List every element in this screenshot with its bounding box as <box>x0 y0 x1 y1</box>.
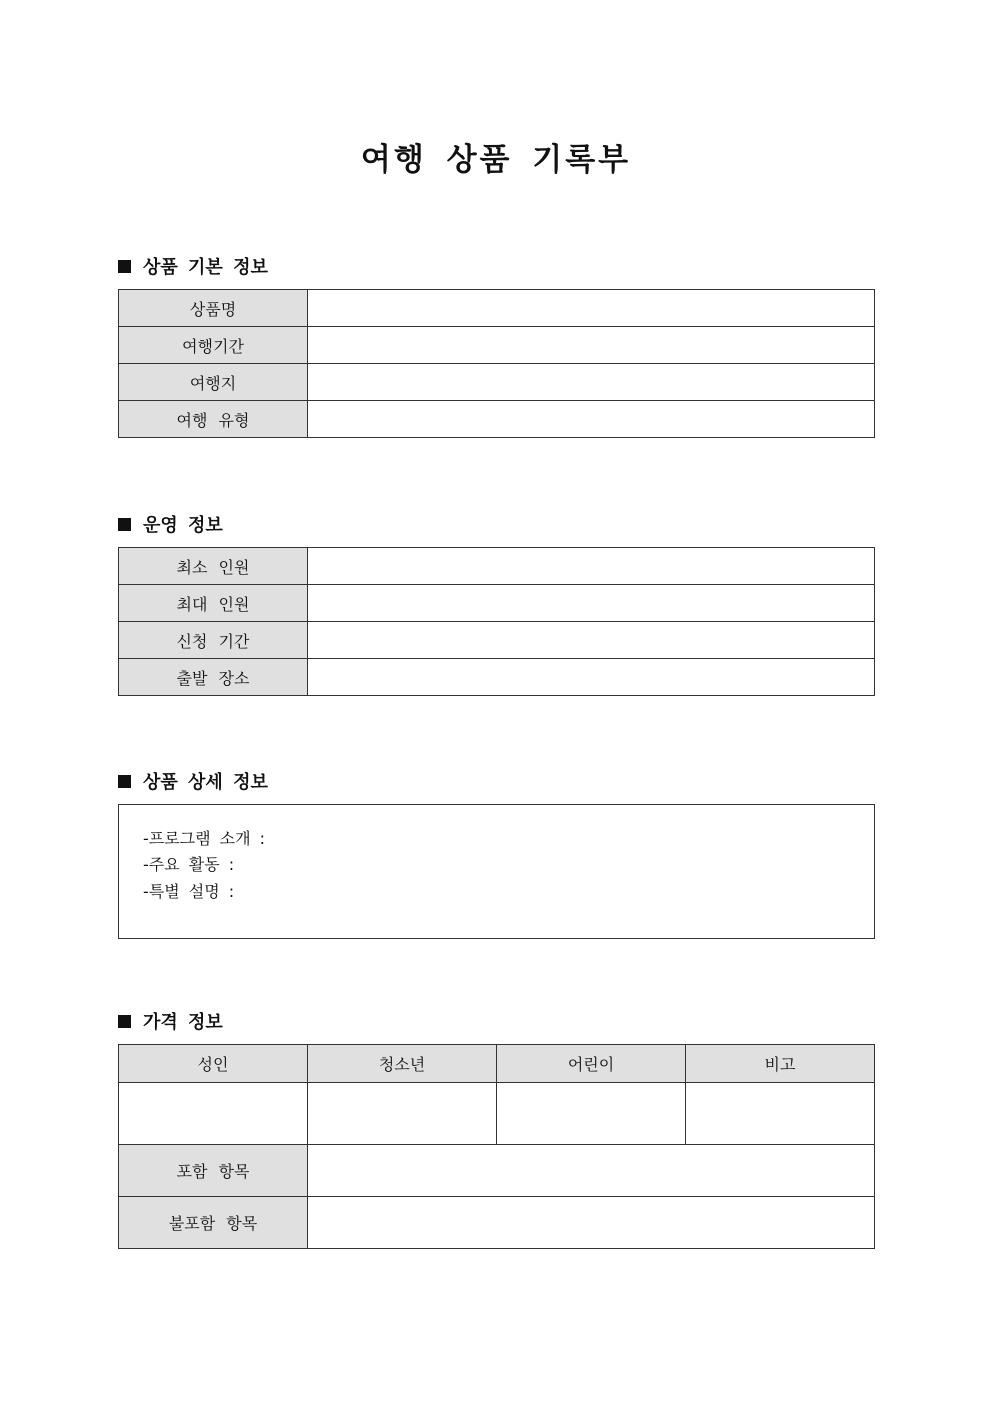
field-label-excluded: 불포함 항목 <box>119 1197 308 1249</box>
square-bullet-icon <box>118 260 131 273</box>
table-row <box>119 1083 875 1145</box>
table-row <box>119 659 875 696</box>
field-label-min-people: 최소 인원 <box>119 548 308 585</box>
field-label-application-period: 신청 기간 <box>119 622 308 659</box>
field-value-excluded[interactable] <box>308 1197 875 1249</box>
column-header-child: 어린이 <box>497 1045 686 1083</box>
field-label-max-people: 최대 인원 <box>119 585 308 622</box>
field-value-application-period[interactable] <box>308 622 875 659</box>
field-label-departure-place: 출발 장소 <box>119 659 308 696</box>
table-row <box>119 585 875 622</box>
section-heading-basic-text: 상품 기본 정보 <box>143 257 268 278</box>
field-value-travel-type[interactable] <box>308 401 875 438</box>
field-label-included: 포함 항목 <box>119 1145 308 1197</box>
table-row <box>119 327 875 364</box>
section-heading-operation <box>118 511 223 537</box>
price-value-child[interactable] <box>497 1083 686 1145</box>
table-row <box>119 622 875 659</box>
field-value-departure-place[interactable] <box>308 659 875 696</box>
field-label-travel-type: 여행 유형 <box>119 401 308 438</box>
table-row <box>119 1197 875 1249</box>
section-heading-price-text: 가격 정보 <box>143 1012 223 1033</box>
table-header-row <box>119 1045 875 1083</box>
operation-info-table <box>118 547 875 696</box>
field-value-travel-period[interactable] <box>308 327 875 364</box>
field-label-product-name: 상품명 <box>119 290 308 327</box>
field-value-min-people[interactable] <box>308 548 875 585</box>
section-heading-price <box>118 1008 223 1034</box>
table-row <box>119 401 875 438</box>
field-value-included[interactable] <box>308 1145 875 1197</box>
table-row <box>119 548 875 585</box>
section-heading-basic <box>118 253 268 279</box>
column-header-note: 비고 <box>686 1045 875 1083</box>
section-heading-detail-text: 상품 상세 정보 <box>143 772 268 793</box>
basic-info-table <box>118 289 875 438</box>
price-value-youth[interactable] <box>308 1083 497 1145</box>
detail-line-activities: -주요 활동 : <box>143 855 235 874</box>
detail-line-special: -특별 설명 : <box>143 882 235 901</box>
detail-box[interactable] <box>118 804 875 939</box>
field-value-max-people[interactable] <box>308 585 875 622</box>
section-heading-operation-text: 운영 정보 <box>143 515 223 536</box>
field-value-product-name[interactable] <box>308 290 875 327</box>
table-row <box>119 1145 875 1197</box>
square-bullet-icon <box>118 775 131 788</box>
detail-line-program: -프로그램 소개 : <box>143 829 266 848</box>
field-label-travel-period: 여행기간 <box>119 327 308 364</box>
column-header-youth: 청소년 <box>308 1045 497 1083</box>
section-heading-detail <box>118 768 268 794</box>
table-row <box>119 290 875 327</box>
price-table <box>118 1044 875 1249</box>
table-row <box>119 364 875 401</box>
field-value-destination[interactable] <box>308 364 875 401</box>
square-bullet-icon <box>118 1015 131 1028</box>
page-title: 여행 상품 기록부 <box>360 142 632 178</box>
price-value-note[interactable] <box>686 1083 875 1145</box>
field-label-destination: 여행지 <box>119 364 308 401</box>
square-bullet-icon <box>118 518 131 531</box>
price-value-adult[interactable] <box>119 1083 308 1145</box>
column-header-adult: 성인 <box>119 1045 308 1083</box>
